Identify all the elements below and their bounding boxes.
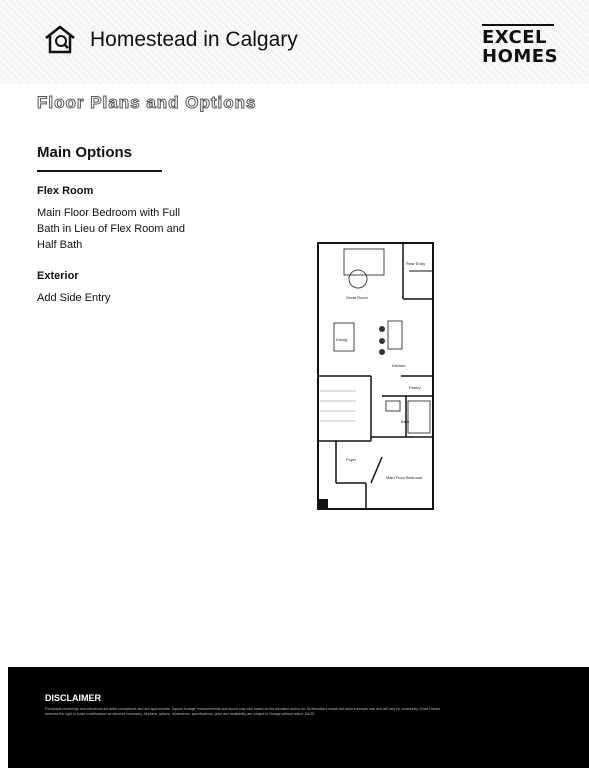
label-kitchen: Kitchen [392, 363, 406, 368]
label-bath: Bath [401, 419, 410, 424]
label-main-floor-bedroom: Main Floor Bedroom [386, 475, 423, 480]
section-title: Floor Plans and Options [37, 93, 257, 112]
exterior-heading: Exterior [37, 270, 79, 282]
exterior-text: Add Side Entry [37, 292, 111, 304]
flex-room-text: Main Floor Bedroom with Full Bath in Lieu of Flex Room and Half Bath [37, 207, 185, 251]
house-search-icon [44, 24, 76, 54]
disclaimer-banner [8, 667, 589, 768]
label-foyer: Foyer [346, 457, 357, 462]
logo-line2: HOMES [482, 46, 559, 67]
disclaimer-title: DISCLAIMER [45, 693, 101, 703]
page-title: Homestead in Calgary [90, 28, 298, 51]
disclaimer-text: Floorplans renderings and elevations are artist conceptions and are approximate. Square footage, measurements and layout may vary based on the elevation and/or lot. All elevations shown are artist concepts only and will vary by community. Excel Homes reserves the right to make modifications as deemed necessary. All plans, options, dimensions, specifications, price and availability are subject to change without notice. E&OE. [45, 707, 441, 716]
heading-underline [37, 170, 162, 172]
excel-homes-logo [482, 22, 558, 66]
main-options-heading: Main Options [37, 144, 132, 161]
label-dining: Dining [336, 337, 348, 342]
flex-room-heading: Flex Room [37, 185, 94, 197]
header [0, 0, 589, 84]
label-great-room: Great Room [346, 295, 368, 300]
label-pantry: Pantry [409, 385, 421, 390]
floor-plan [316, 241, 435, 523]
logo-line1: EXCEL [482, 27, 548, 48]
label-rear-entry: Rear Entry [406, 261, 426, 266]
